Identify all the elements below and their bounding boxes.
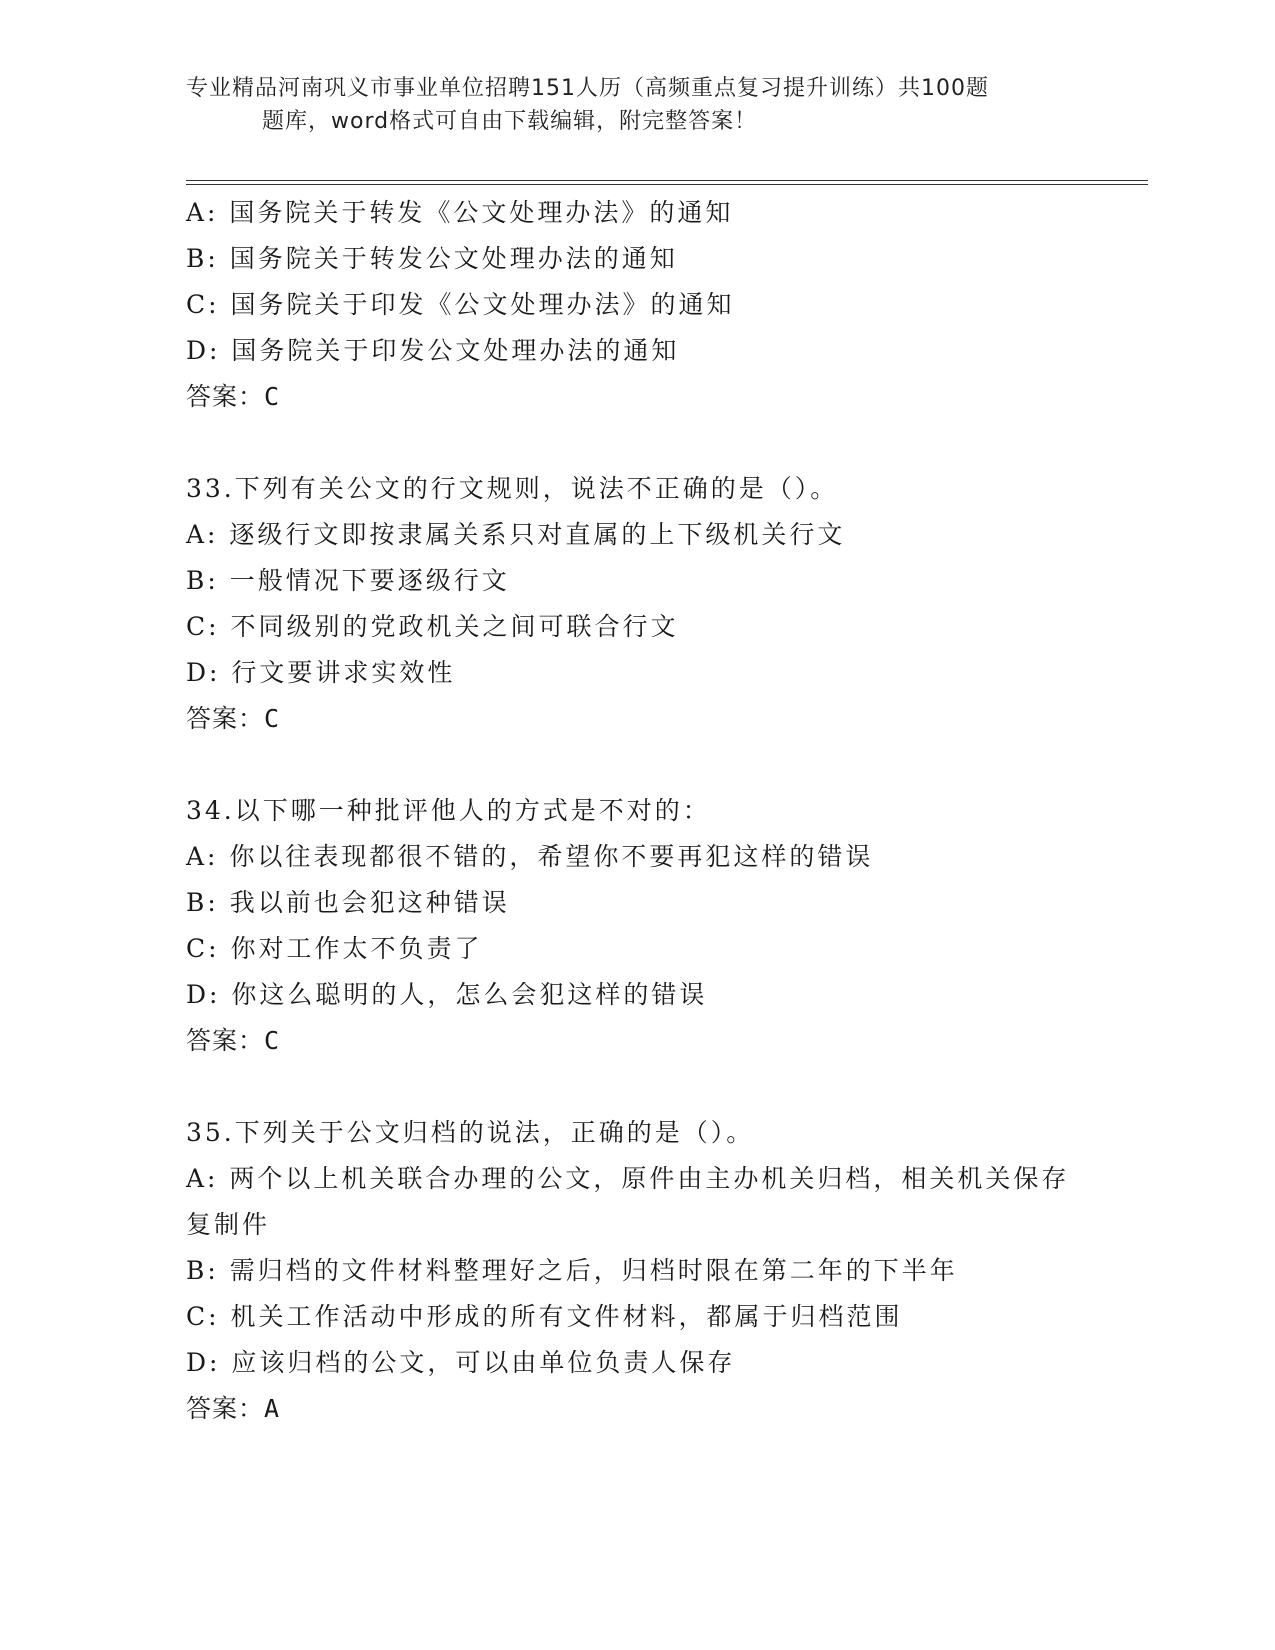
question-34 <box>186 788 1086 1064</box>
answer-value: C <box>264 704 281 733</box>
answer-label: 答案： <box>186 1394 265 1423</box>
answer-label: 答案： <box>186 382 265 411</box>
question-33 <box>186 466 1086 742</box>
option-a: A: 你以往表现都很不错的，希望你不要再犯这样的错误 <box>186 842 874 871</box>
header-title-line2: 题库，word格式可自由下载编辑，附完整答案！ <box>262 109 758 134</box>
question-text: 33.下列有关公文的行文规则，说法不正确的是（）。 <box>186 474 839 503</box>
option-d: D: 应该归档的公文，可以由单位负责人保存 <box>186 1348 736 1377</box>
answer-value: C <box>264 1026 281 1055</box>
option-c: C: 机关工作活动中形成的所有文件材料，都属于归档范围 <box>186 1302 903 1331</box>
answer-line <box>186 374 1086 420</box>
question-text: 34.以下哪一种批评他人的方式是不对的： <box>186 796 711 825</box>
option-d: D: 行文要讲求实效性 <box>186 658 456 687</box>
answer-label: 答案： <box>186 1026 265 1055</box>
option-a: A: 两个以上机关联合办理的公文，原件由主办机关归档，相关机关保存复制件 <box>186 1164 1070 1239</box>
option-b: B: 需归档的文件材料整理好之后，归档时限在第二年的下半年 <box>186 1256 958 1285</box>
option-a: A: 逐级行文即按隶属关系只对直属的上下级机关行文 <box>186 520 846 549</box>
document-header <box>186 72 1066 138</box>
option-b: B: 一般情况下要逐级行文 <box>186 566 510 595</box>
question-list <box>186 190 1086 1432</box>
answer-label: 答案： <box>186 704 265 733</box>
answer-line <box>186 1386 1086 1432</box>
answer-line <box>186 696 1086 742</box>
answer-line <box>186 1018 1086 1064</box>
question-35 <box>186 1110 1086 1432</box>
header-divider-bottom <box>186 184 1148 185</box>
option-c: C: 你对工作太不负责了 <box>186 934 483 963</box>
answer-value: A <box>264 1394 281 1423</box>
header-divider-top <box>186 180 1148 181</box>
option-c: C: 不同级别的党政机关之间可联合行文 <box>186 612 679 641</box>
option-d: D: 你这么聪明的人，怎么会犯这样的错误 <box>186 980 708 1009</box>
option-a: A: 国务院关于转发《公文处理办法》的通知 <box>186 198 734 227</box>
header-title-line1: 专业精品河南巩义市事业单位招聘151人历（高频重点复习提升训练）共100题 <box>186 76 989 101</box>
answer-value: C <box>264 382 281 411</box>
option-c: C: 国务院关于印发《公文处理办法》的通知 <box>186 290 735 319</box>
option-b: B: 我以前也会犯这种错误 <box>186 888 510 917</box>
option-b: B: 国务院关于转发公文处理办法的通知 <box>186 244 678 273</box>
question-text: 35.下列关于公文归档的说法，正确的是（）。 <box>186 1118 755 1147</box>
question-32 <box>186 190 1086 420</box>
option-d: D: 国务院关于印发公文处理办法的通知 <box>186 336 680 365</box>
